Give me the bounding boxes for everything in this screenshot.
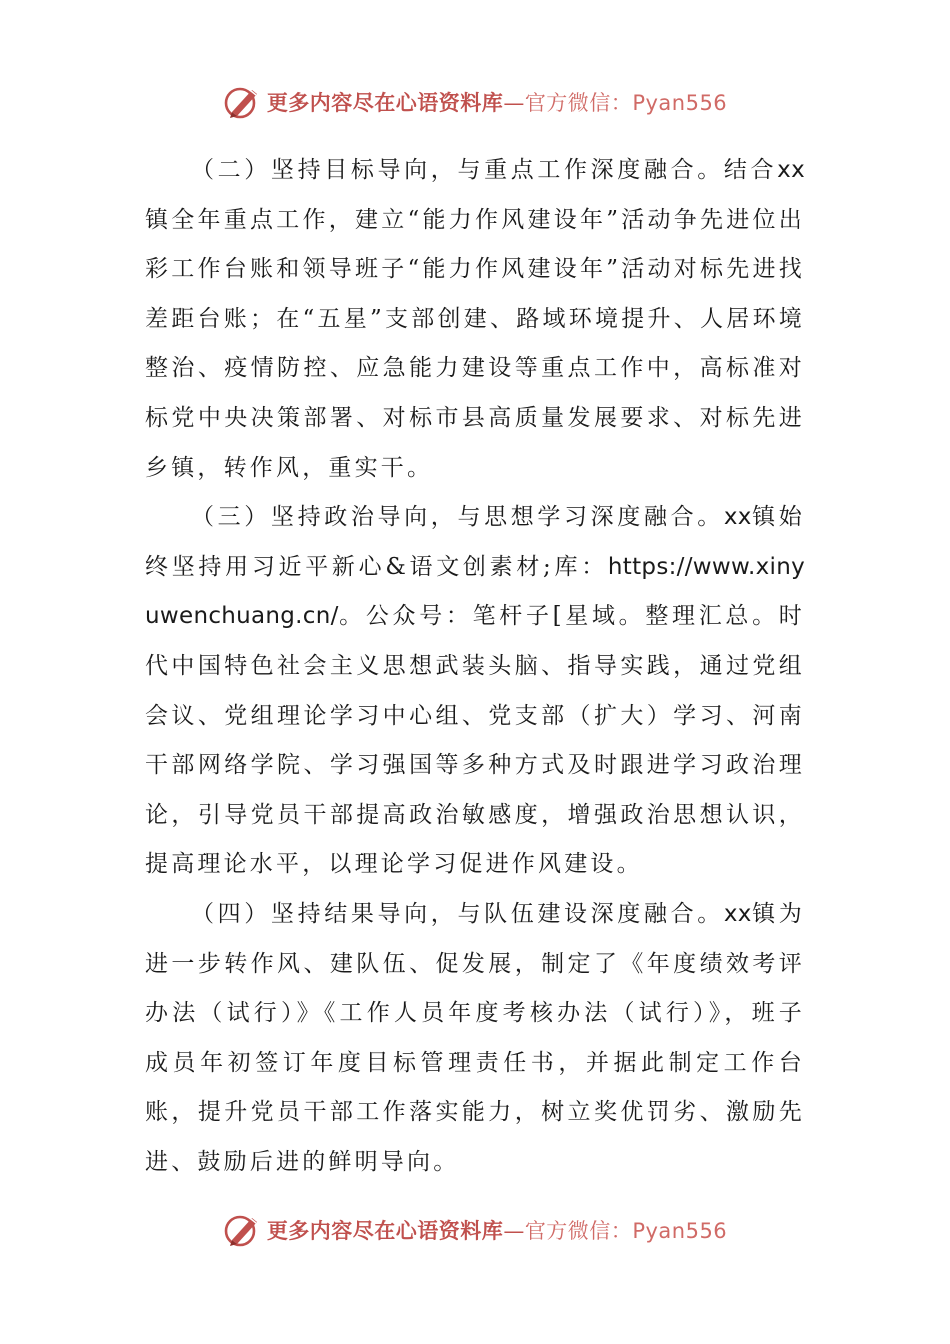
paragraph-text: 镇为进一步转作风、建队伍、促发展，制定了《年度绩效考评办法（试行）》《工作人员年度考核办法（试行）》，班子成员年初签订年度目标管理责任书，并据此制定工作台账，提升党员干部工作落实能力，树立奖优罚劣、激励先进、鼓励后进的鲜明导向。 [145, 900, 806, 1175]
paragraph-text: （二）坚持目标导向，与重点工作深度融合。结合 [191, 157, 778, 183]
pen-logo-icon [223, 1210, 263, 1250]
paragraph-text: 镇全年重点工作，建立“能力作风建设年”活动争先进位出彩工作台账和领导班子“能力作风建设年”活动对标先进找差距台账；在“五星”支部创建、路域环境提升、人居环境整治、疫情防控、应急能力建设等重点工作中，高标准对标党中央决策部署、对标市县高质量发展要求、对标先进乡镇，转作风，重实干。 [145, 206, 805, 481]
paragraph-text: 镇始终坚持用习近平新心&语文创素材;库： [145, 504, 806, 580]
header-banner [0, 80, 950, 124]
banner-sub-text: 官方微信： [524, 1219, 633, 1243]
paragraph-3 [145, 493, 805, 890]
banner-text [267, 1215, 727, 1245]
banner-dash: — [503, 91, 525, 115]
paragraph-text: xx [777, 157, 805, 183]
document-body [145, 146, 805, 1187]
paragraph-text: （三）坚持政治导向，与思想学习深度融合。 [191, 504, 724, 531]
url-text: https://www.xinyuwenchuang.cn/ [145, 553, 805, 630]
paragraph-text: xx [723, 504, 752, 531]
paragraph-2 [145, 146, 805, 493]
paragraph-text: xx [723, 900, 752, 927]
paragraph-4 [145, 890, 805, 1188]
pen-logo-icon [223, 82, 263, 122]
footer-banner [0, 1208, 950, 1252]
banner-main-text: 更多内容尽在心语资料库 [266, 91, 504, 115]
banner-wechat-id: Pyan556 [632, 91, 728, 115]
banner-wechat-id: Pyan556 [632, 1219, 728, 1243]
banner-sub-text: 官方微信： [524, 91, 633, 115]
banner-text [267, 87, 727, 117]
paragraph-text: 。公众号：笔杆子[星域。整理汇总。时代中国特色社会主义思想武装头脑、指导实践，通过党组会议、党组理论学习中心组、党支部（扩大）学习、河南干部网络学院、学习强国等多种方式及时跟进学习政治理论，引导党员干部提高政治敏感度，增强政治思想认识，提高理论水平，以理论学习促进作风建设。 [145, 603, 805, 878]
paragraph-text: （四）坚持结果导向，与队伍建设深度融合。 [191, 900, 724, 927]
banner-dash: — [503, 1219, 525, 1243]
banner-main-text: 更多内容尽在心语资料库 [266, 1219, 504, 1243]
